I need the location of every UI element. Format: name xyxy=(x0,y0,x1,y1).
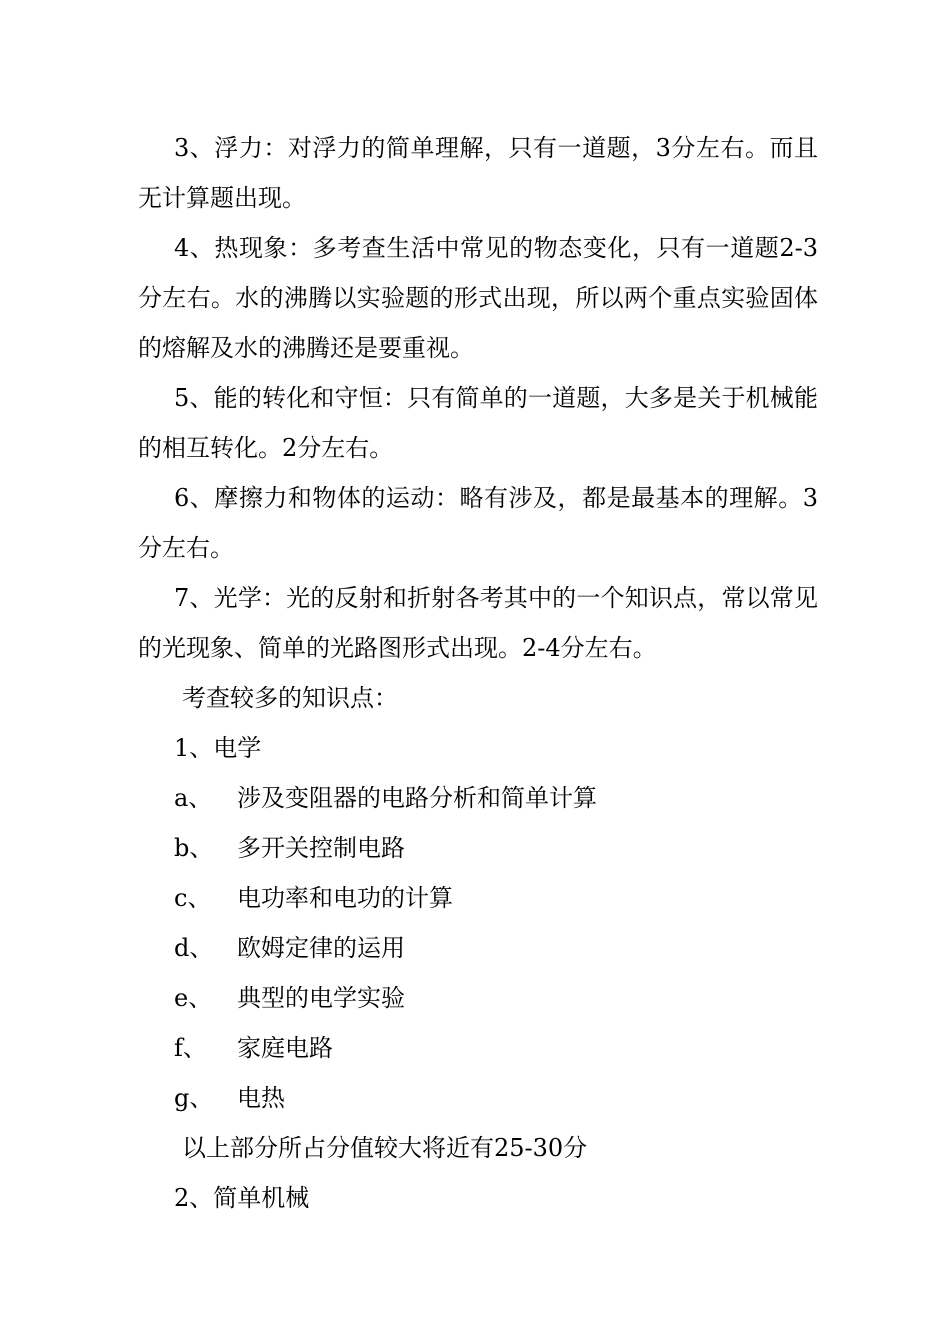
list-item xyxy=(138,823,818,873)
paragraph-optics: 7、光学：光的反射和折射各考其中的一个知识点，常以常见的光现象、简单的光路图形式出现。2-4分左右。 xyxy=(138,584,818,662)
list-item-text: 多开关控制电路 xyxy=(237,834,405,862)
list-marker: e、 xyxy=(174,984,213,1012)
paragraph-buoyancy: 3、浮力：对浮力的简单理解，只有一道题，3分左右。而且无计算题出现。 xyxy=(138,134,818,212)
list-item xyxy=(138,923,818,973)
list-item-text: 电热 xyxy=(237,1084,285,1112)
list-marker: b、 xyxy=(174,834,214,862)
list-item-text: 典型的电学实验 xyxy=(237,984,405,1012)
list-item-text: 家庭电路 xyxy=(237,1034,333,1062)
subsection-electricity: 1、电学 xyxy=(174,734,262,762)
list-item xyxy=(138,873,818,923)
list-item-text: 欧姆定律的运用 xyxy=(237,934,405,962)
list-item xyxy=(138,1073,818,1123)
list-marker: d、 xyxy=(174,934,214,962)
list-marker: c、 xyxy=(174,884,212,912)
list-marker: f、 xyxy=(174,1034,207,1062)
list-item xyxy=(138,773,818,823)
list-item xyxy=(138,1023,818,1073)
list-marker: g、 xyxy=(174,1084,214,1112)
summary-text: 以上部分所占分值较大将近有25-30分 xyxy=(182,1134,588,1162)
section-heading: 考查较多的知识点： xyxy=(182,684,398,712)
list-item-text: 电功率和电功的计算 xyxy=(237,884,453,912)
list-item-text: 涉及变阻器的电路分析和简单计算 xyxy=(237,784,597,812)
paragraph-friction: 6、摩擦力和物体的运动：略有涉及，都是最基本的理解。3分左右。 xyxy=(138,484,818,562)
list-item xyxy=(138,973,818,1023)
list-marker: a、 xyxy=(174,784,213,812)
subsection-simple-machines: 2、简单机械 xyxy=(174,1184,310,1212)
paragraph-heat: 4、热现象：多考查生活中常见的物态变化，只有一道题2-3分左右。水的沸腾以实验题的形式出现，所以两个重点实验固体的熔解及水的沸腾还是要重视。 xyxy=(138,234,818,362)
paragraph-energy: 5、能的转化和守恒：只有简单的一道题，大多是关于机械能的相互转化。2分左右。 xyxy=(138,384,818,462)
document-body xyxy=(138,123,818,1223)
